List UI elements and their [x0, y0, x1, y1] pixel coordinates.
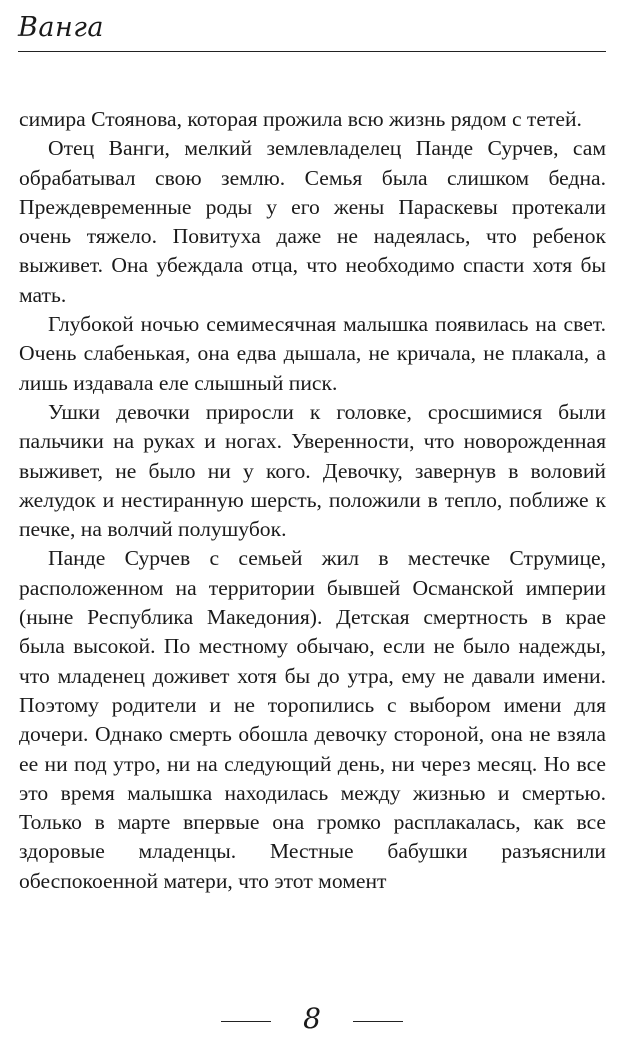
- page-footer: [0, 1002, 620, 1038]
- paragraph: Ушки девочки приросли к головке, сросшимися были пальчики на руках и ногах. Уверенности, что новорожденная выживет, не было ни у кого. Девочку, завернув в воловий желудок и нестиранную шерсть, положили в тепло, поближе к печке, на волчий полушубок.: [19, 399, 606, 542]
- footer-rule-right: [353, 1021, 403, 1022]
- paragraph-continuation: симира Стоянова, которая прожила всю жизнь рядом с тетей.: [19, 107, 582, 131]
- paragraph: Отец Ванги, мелкий землевладелец Панде Сурчев, сам обрабатывал свою землю. Семья была слишком бедна. Преждевременные роды у его жены Параскевы протекали очень тяжело. Повитуха даже не надеялась, что ребенок выживет. Она убеждала отца, что необходимо спасти хотя бы мать.: [19, 136, 606, 307]
- paragraph: Глубокой ночью семимесячная малышка появилась на свет. Очень слабенькая, она едва дышала, не кричала, не плакала, а лишь издавала еле слышный писк.: [19, 312, 606, 395]
- paragraph: Панде Сурчев с семьей жил в местечке Струмице, расположенном на территории бывшей Османской империи (ныне Республика Македония). Детская смертность в крае была высокой. По местному обычаю, если не было надежды, что младенец доживет хотя бы до утра, ему не давали имени. Поэтому родители и не торопились с выбором имени для дочери. Однако смерть обошла девочку стороной, она не взяла ее ни под утро, ни на следующий день, ни через месяц. Но все это время малышка находилась между жизнью и смертью. Только в марте впервые она громко расплакалась, как все здоровые младенцы. Местные бабушки разъяснили обеспокоенной матери, что этот момент: [19, 546, 606, 893]
- page-body: [19, 105, 606, 896]
- page-number: 8: [303, 1002, 321, 1035]
- footer-rule-left: [221, 1021, 271, 1022]
- header-rule: [18, 51, 606, 52]
- running-title: Ванга: [18, 12, 104, 43]
